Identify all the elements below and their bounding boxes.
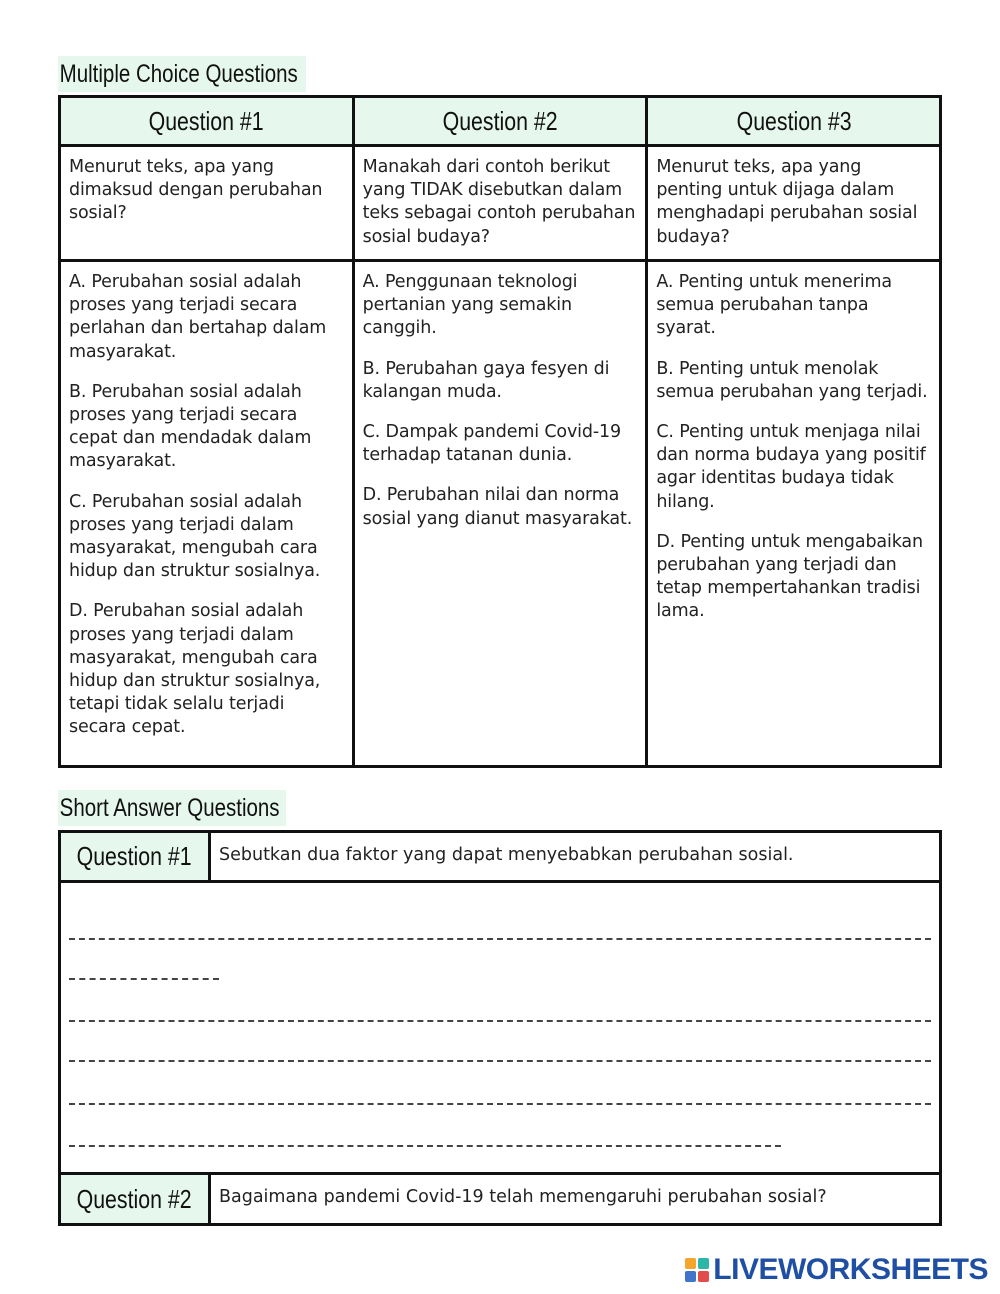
short-answer-box bbox=[58, 830, 942, 1226]
mcq-options-2 bbox=[353, 261, 647, 767]
answer-line bbox=[69, 978, 219, 980]
option-b[interactable]: B. Perubahan gaya fesyen di kalangan muda. bbox=[362, 358, 610, 402]
sa-question-1-text: Sebutkan dua faktor yang dapat menyebabkan perubahan sosial. bbox=[219, 845, 794, 865]
option-c[interactable]: C. Dampak pandemi Covid-19 terhadap tatanan dunia. bbox=[362, 422, 621, 466]
mcq-options-1 bbox=[60, 261, 354, 767]
option-a[interactable]: A. Penggunaan teknologi pertanian yang semakin canggih. bbox=[362, 272, 578, 339]
logo-square bbox=[685, 1271, 696, 1282]
option-d[interactable]: D. Perubahan nilai dan norma sosial yang dianut masyarakat. bbox=[362, 485, 633, 529]
sa-question-2-row bbox=[61, 1172, 939, 1223]
option-d[interactable]: D. Perubahan sosial adalah proses yang terjadi dalam masyarakat, mengubah cara hidup dan struktur sosialnya, tetapi tidak selalu terjadi secara cepat. bbox=[69, 601, 321, 738]
mcq-header-2: Question #2 bbox=[353, 97, 647, 146]
answer-line bbox=[69, 1020, 931, 1022]
option-c[interactable]: C. Penting untuk menjaga nilai dan norma budaya yang positif agar identitas budaya tidak hilang. bbox=[656, 422, 926, 512]
sa-section-title: Short Answer Questions bbox=[59, 794, 280, 822]
mcq-options-3 bbox=[647, 261, 941, 767]
mcq-question-2: Manakah dari contoh berikut yang TIDAK disebutkan dalam teks sebagai contoh perubahan sosial budaya? bbox=[353, 146, 647, 261]
option-b[interactable]: B. Perubahan sosial adalah proses yang terjadi secara cepat dan mendadak dalam masyarakat. bbox=[69, 381, 312, 472]
mcq-question-3: Menurut teks, apa yang penting untuk dijaga dalam menghadapi perubahan sosial budaya? bbox=[647, 146, 941, 261]
answer-line bbox=[69, 1145, 781, 1147]
option-d[interactable]: D. Penting untuk mengabaikan perubahan yang terjadi dan tetap mempertahankan tradisi lama. bbox=[656, 531, 923, 622]
sa-question-1-row bbox=[61, 833, 939, 883]
option-a[interactable]: A. Perubahan sosial adalah proses yang terjadi secara perlahan dan bertahap dalam masyarakat. bbox=[69, 272, 327, 362]
mcq-header-3: Question #3 bbox=[647, 97, 941, 146]
logo-square bbox=[698, 1271, 709, 1282]
sa-question-2-text: Bagaimana pandemi Covid-19 telah memengaruhi perubahan sosial? bbox=[219, 1187, 827, 1207]
option-c[interactable]: C. Perubahan sosial adalah proses yang terjadi dalam masyarakat, mengubah cara hidup dan struktur sosialnya. bbox=[69, 491, 321, 582]
logo-text: LIVEWORKSHEETS bbox=[713, 1253, 988, 1286]
answer-line bbox=[69, 1103, 931, 1105]
liveworksheets-logo-icon bbox=[685, 1258, 709, 1282]
mcq-section-title: Multiple Choice Questions bbox=[59, 60, 298, 88]
sa-question-1-label: Question #1 bbox=[61, 833, 211, 880]
answer-area-1[interactable] bbox=[61, 883, 939, 1172]
mcq-question-1: Menurut teks, apa yang dimaksud dengan perubahan sosial? bbox=[60, 146, 354, 261]
logo-square bbox=[685, 1258, 696, 1269]
option-b[interactable]: B. Penting untuk menolak semua perubahan yang terjadi. bbox=[656, 358, 928, 402]
logo-square bbox=[698, 1258, 709, 1269]
liveworksheets-logo[interactable] bbox=[685, 1252, 988, 1288]
answer-line bbox=[69, 938, 931, 940]
option-a[interactable]: A. Penting untuk menerima semua perubahan tanpa syarat. bbox=[656, 272, 892, 339]
mcq-table bbox=[58, 95, 942, 768]
sa-question-2-label: Question #2 bbox=[61, 1175, 211, 1223]
answer-line bbox=[69, 1060, 931, 1062]
mcq-header-1: Question #1 bbox=[60, 97, 354, 146]
